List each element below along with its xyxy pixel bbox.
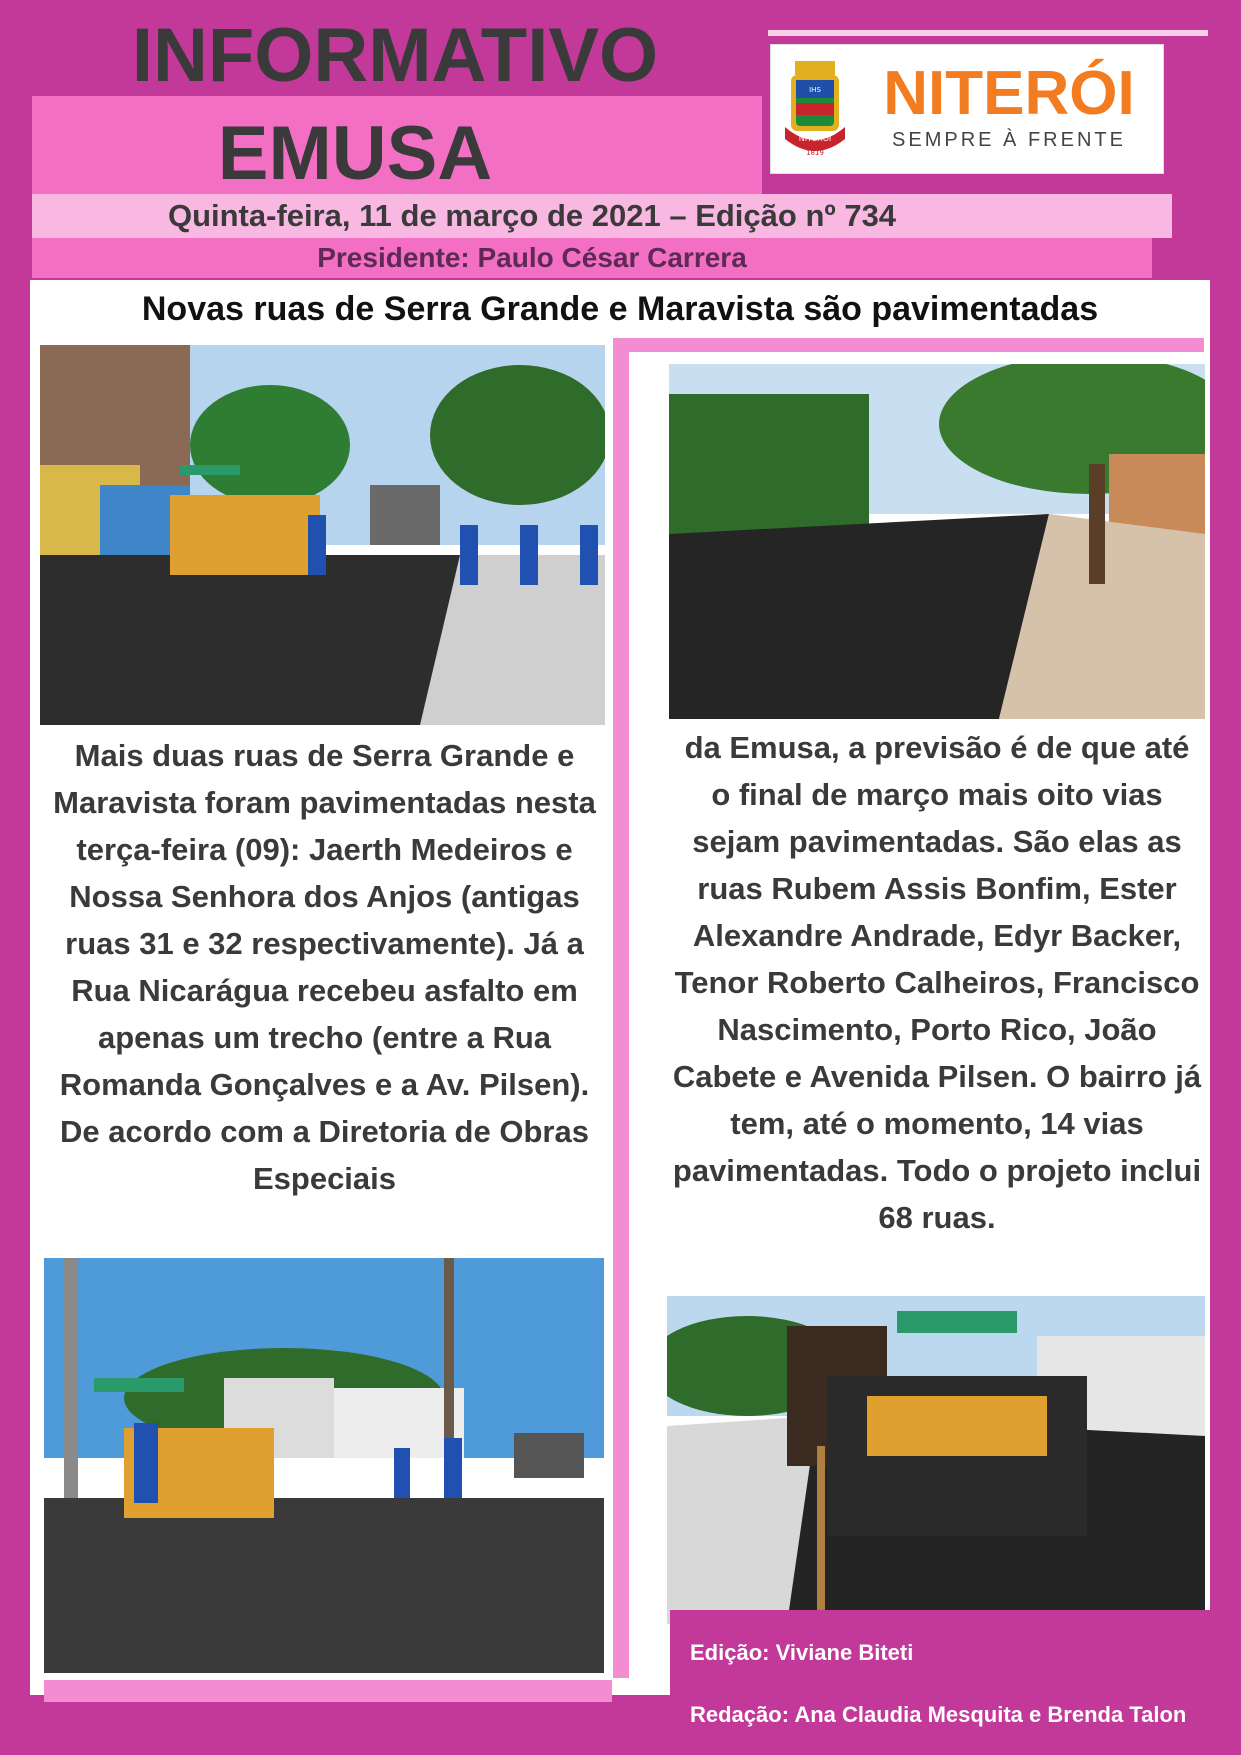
date-edition: Quinta-feira, 11 de março de 2021 – Edição nº 734	[167, 198, 897, 233]
edition-credit: Edição: Viviane Biteti	[690, 1640, 914, 1665]
right-column	[672, 724, 1202, 1241]
photo-paving-crew	[40, 345, 605, 725]
left-column	[52, 732, 597, 1202]
president-name: Presidente: Paulo César Carrera	[317, 242, 747, 273]
article-body-left: Mais duas ruas de Serra Grande e Maravista foram pavimentadas nesta terça-feira (09): Jaerth Medeiros e Nossa Senhora dos Anjos (antigas ruas 31 e 32 respectivamente). Já a Rua Nicarágua recebeu asfalto em apenas um trecho (entre a Rua Romanda Gonçalves e a Av. Pilsen). De acordo com a Diretoria de Obras Especiais	[53, 738, 596, 1196]
writing-credit: Redação: Ana Claudia Mesquita e Brenda Talon	[690, 1702, 1187, 1727]
newsletter-title-line2: EMUSA	[217, 111, 493, 196]
svg-text:1819: 1819	[806, 149, 824, 157]
svg-text:NITERÓI: NITERÓI	[798, 134, 832, 143]
photo-workers-paver	[44, 1258, 604, 1673]
logo-slogan: SEMPRE À FRENTE	[892, 129, 1126, 151]
header-accent-line	[768, 30, 1208, 36]
photo-paver-closeup	[667, 1296, 1205, 1624]
column-divider	[613, 338, 629, 1678]
left-column-bottom-border	[44, 1680, 612, 1702]
logo-wordmark: NITERÓI	[883, 59, 1135, 128]
newsletter-title-line1: INFORMATIVO	[131, 13, 659, 98]
svg-text:IHS: IHS	[809, 86, 821, 94]
article-headline: Novas ruas de Serra Grande e Maravista são pavimentadas	[141, 290, 1099, 328]
photo-paved-street	[669, 364, 1205, 719]
right-column-top-border	[629, 338, 1204, 352]
niteroi-logo	[770, 44, 1164, 174]
article-body-right: da Emusa, a previsão é de que até o final de março mais oito vias sejam pavimentadas. São elas as ruas Rubem Assis Bonfim, Ester Alexandre Andrade, Edyr Backer, Tenor Roberto Calheiros, Francisco Nascimento, Porto Rico, João Cabete e Avenida Pilsen. O bairro já tem, até o momento, 14 vias pavimentadas. Todo o projeto inclui 68 ruas.	[672, 730, 1202, 1235]
